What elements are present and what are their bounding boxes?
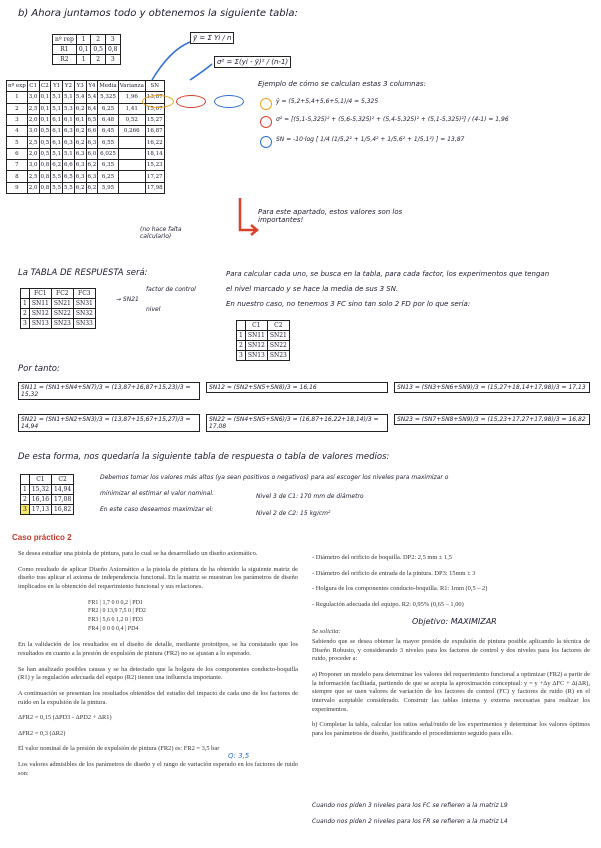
formula-mean: ȳ = Σ Yi / n — [190, 32, 234, 44]
sn-equation-23: SN23 = (SN7+SN8+SN9)/3 = (15,23+17,27+17,98)/3 = 16,82 — [394, 414, 590, 425]
example-title: Ejemplo de cómo se calculan estas 3 columnas: — [258, 80, 426, 88]
response-factor-label: factor de control — [146, 286, 196, 293]
sn-equation-22: SN22 = (SN4+SN5+SN6)/3 = (16,87+16,22+18,14)/3 = 17,08 — [206, 414, 388, 432]
response-table: FC1 FC2 FC3 1 SN11 SN21 SN31 2 SN12 SN22 SN32 3 SN13 SN23 SN33 — [20, 288, 96, 329]
orange-marker-icon — [260, 98, 272, 110]
note-important: Para este apartado, estos valores son los importantes! — [258, 208, 403, 224]
case-item: - Diámetro del orificio de entrada de la pintura. DP3: 15mm ± 3 — [312, 569, 476, 577]
table-row: 6 2,0 0,5 5,1 5,1 6,3 6,0 6,025 18,14 — [7, 148, 165, 159]
example-sn: SN = -10·log [ 1/4 (1/5,2² + 1/5,4² + 1/5,6² + 1/5,1²) ] = 13,87 — [276, 136, 465, 143]
example-variance: σ² = [(5,1-5,325)² + (5,6-5,325)² + (5,4-5,325)² + (5,1-5,325)²] / (4-1) = 1,96 — [276, 116, 509, 123]
response-explain-2: el nivel marcado y se hace la media de sus 3 SN. — [226, 285, 399, 293]
final-level-c1: Nivel 3 de C1: 170 mm de diámetro — [256, 493, 364, 500]
case-paragraph: Se han analizado posibles causas y se ha detectado que la holgura de los componentes conducto-boquilla (R1) y la regulación adecuada del equipo (R2) tienen una influencia importante. — [18, 665, 298, 682]
highlight-mean-circle — [142, 95, 174, 108]
response-title: La TABLA DE RESPUESTA será: — [18, 268, 148, 278]
response-level-label: nivel — [146, 306, 161, 313]
sn-equation-13: SN13 = (SN3+SN6+SN9)/3 = (15,27+18,14+17,98)/3 = 17,13 — [394, 382, 590, 393]
note-l9: Cuando nos piden 3 niveles para los FC se refieren a la matriz L9 — [312, 802, 508, 809]
case-intro: Sabiendo que se desea obtener la mayor presión de expulsión de pintura posible aplicando la técnica de Diseño Robusto, y considerando 3 niveles para los factores de control y dos niveles para los factores de ruido, proceder a: — [312, 638, 590, 663]
case-paragraph: A continuación se presentan los resultados obtenidos del estudio del impacto de cada uno de los factores de ruido en la expulsión de la pintura. — [18, 689, 298, 706]
objective-note: Objetivo: MAXIMIZAR — [412, 616, 497, 626]
case-admissible: Los valores admisibles de los parámetros de diseño y el rango de variación esperado en los factores de ruido son: — [18, 761, 298, 777]
case-nominal-value: El valor nominal de la presión de expulsión de pintura (FR2) es: FR2 = 3,5 bar — [18, 745, 220, 753]
response-explain-1: Para calcular cada uno, se busca en la tabla, para cada factor, los experimentos que tengan — [226, 270, 550, 278]
case-paragraph: Se desea estudiar una pistola de pintura, para lo cual se ha desarrollado un diseño axiomático. — [18, 550, 258, 557]
response-explain-3: En nuestro caso, no tenemos 3 FC sino tan solo 2 FD por lo que sería: — [226, 300, 471, 308]
final-title: De esta forma, nos quedaría la siguiente tabla de respuesta o tabla de valores medios: — [18, 452, 390, 462]
case-equation-1: ΔFR2 = 0,15 (ΔPD3 - ΔPD2 + ΔR1) — [18, 714, 112, 722]
final-table: C1 C2 1 15,32 14,94 2 16,16 17,08 3 17,13 16,82 — [20, 474, 74, 515]
final-level-c2: Nivel 2 de C2: 15 kg/cm² — [256, 510, 331, 517]
red-marker-icon — [260, 116, 272, 128]
case-title: Caso práctico 2 — [12, 533, 72, 542]
sn-equation-12: SN12 = (SN2+SN5+SN8)/3 = 16,16 — [206, 382, 388, 393]
hint-annotation: Q: 3,5 — [228, 752, 250, 760]
blue-marker-icon — [260, 136, 272, 148]
main-table: nº exp C1 C2 Y1 Y2 Y3 Y4 Media Varianza SN 1 3,0 0,1 5,1 5,1 5,4 5,4 5,325 1,96 13,87 2 2,5 0,1 5,1 5,3 6,2 6,4 6,25 1,41 15,67 3 2,0 0,1 6,1 6,1 6,1 6,5 6,48 0,52 15,27 4 3,0 0,5 6,1 6,3 6,2 6,6 6,45 0,266 16,87 5 2,5 0,5 6,1 6,3 6,2 6,3 6,55 16,22 6 2,0 0,5 5,1 5,1 6,3 6,0 6,025 18,14 7 3,0 0,8 6,2 6,6 6,3 6,2 6,35 15,23 8 2,5 0,8 5,5 6,5 6,3 6,3 6,25 17,27 9 2,0 0,8 5,5 5,5 6,2 6,2 5,95 17,98 — [6, 80, 165, 194]
case-equation-2: ΔFR2 = 0,3 (ΔR2) — [18, 729, 66, 737]
table-row: 5 2,5 0,5 6,1 6,3 6,2 6,3 6,55 16,22 — [7, 137, 165, 148]
table-row: 2 2,5 0,1 5,1 5,3 6,2 6,4 6,25 1,41 15,67 — [7, 103, 165, 114]
case-item: - Diámetro del orificio de boquilla. DP2: 2,5 mm ± 1,5 — [312, 554, 452, 561]
final-explain-1: Debemos tomar los valores más altos (ya sean positivos o negativos) para así escoger los niveles para maximizar o — [100, 474, 449, 481]
table-row: 7 3,0 0,8 6,2 6,6 6,3 6,2 6,35 15,23 — [7, 160, 165, 171]
table-row: 8 2,5 0,8 5,5 6,5 6,3 6,3 6,25 17,27 — [7, 171, 165, 182]
por-tanto: Por tanto: — [18, 364, 60, 374]
small-response-table: C1 C2 1 SN11 SN21 2 SN12 SN22 3 SN13 SN23 — [236, 320, 290, 361]
case-right-column — [312, 554, 590, 746]
final-explain-3: En este caso deseamos maximizar el: — [100, 506, 214, 513]
highlight-var-circle — [176, 95, 206, 108]
note-missing: (no hace falta calcularlo) — [140, 226, 182, 240]
se-solicita: Se solicita: — [312, 627, 341, 635]
table-row: 1 3,0 0,1 5,1 5,1 5,4 5,4 5,325 1,96 13,87 — [7, 92, 165, 103]
levels-table: nº rep 1 2 3 R1 0,1 0,5 0,8 R2 1 2 3 — [52, 34, 121, 65]
case-part-a: a) Proponer un modelo para determinar los valores del requerimiento funcional a optimizar (FR2) a partir de la información facilitada, partiendo de que se acepta la aproximación conceptual: y = y +Δy ΔFC + Δ(ΔR), siempre que se usen valores de variación de los factores de control (FC) y factores de ruido (R) en el intervalo aceptable considerado. Construir las tablas interna y externa necesarias para realizar los experimentos. — [312, 671, 590, 713]
case-item: - Holgura de los componentes conducto-boquilla. R1: 1mm (0,5 – 2) — [312, 585, 488, 593]
red-arrow-icon — [220, 196, 260, 240]
case-paragraph: En la validación de los resultados en el diseño de detalle, mediante prototipos, se ha constatado que los resultados en cuanto a la presión de expulsión de pintura (FR2) no se ajustan a lo esperado. — [18, 641, 298, 657]
note-l4: Cuando nos piden 2 niveles para los FR se refieren a la matriz L4 — [312, 818, 508, 825]
section-heading-b: b) Ahora juntamos todo y obtenemos la siguiente tabla: — [18, 8, 298, 19]
case-part-b: b) Completar la tabla, calcular los ratios señal/ruido de los experimentos y determinar los valores óptimos para los parámetros de diseño, justificando el procedimiento seguido para ello. — [312, 721, 590, 737]
sn-equation-11: SN11 = (SN1+SN4+SN7)/3 = (13,87+16,87+15,23)/3 = 15,32 — [18, 382, 200, 400]
example-mean: ȳ = (5,2+5,4+5,6+5,1)/4 = 5,325 — [276, 98, 379, 105]
response-symbol: → SN21 — [116, 296, 139, 303]
table-row: 3 2,0 0,1 6,1 6,1 6,1 6,5 6,48 0,52 15,27 — [7, 114, 165, 125]
sn-equation-21: SN21 = (SN1+SN2+SN3)/3 = (13,87+15,67+15,27)/3 = 14,94 — [18, 414, 200, 432]
case-item: - Regulación adecuada del equipo. R2: 0,95% (0,65 – 1,00) — [312, 600, 464, 608]
design-matrix: FR1 | 1,7 0 0 0,2 | PD1 FR2 | 0 13,9 7,5 0 | PD2 FR3 | 5,6 0 1,2 0 | PD3 FR4 | 0 0 0 0,4 | PD4 — [88, 599, 146, 632]
table-row: 4 3,0 0,5 6,1 6,3 6,2 6,6 6,45 0,266 16,87 — [7, 126, 165, 137]
final-explain-2: minimizar el estimar el valor nominal. — [100, 490, 214, 497]
table-row: 9 2,0 0,8 5,5 5,5 6,2 6,2 5,95 17,98 — [7, 182, 165, 193]
formula-variance: σ² = Σ(yi - ȳ)² / (n-1) — [214, 56, 291, 68]
case-paragraph: Como resultado de aplicar Diseño Axiomático a la pistola de pintura de ha obtenido la siguiente matriz de diseño tras aplicar el axioma de independencia funcional. En la matriz se muestran los parámetros de diseño implicados en la obtención del requerimiento funcional y sus relaciones. — [18, 565, 298, 590]
case-left-column — [18, 550, 298, 785]
highlight-sn-circle — [214, 95, 244, 108]
